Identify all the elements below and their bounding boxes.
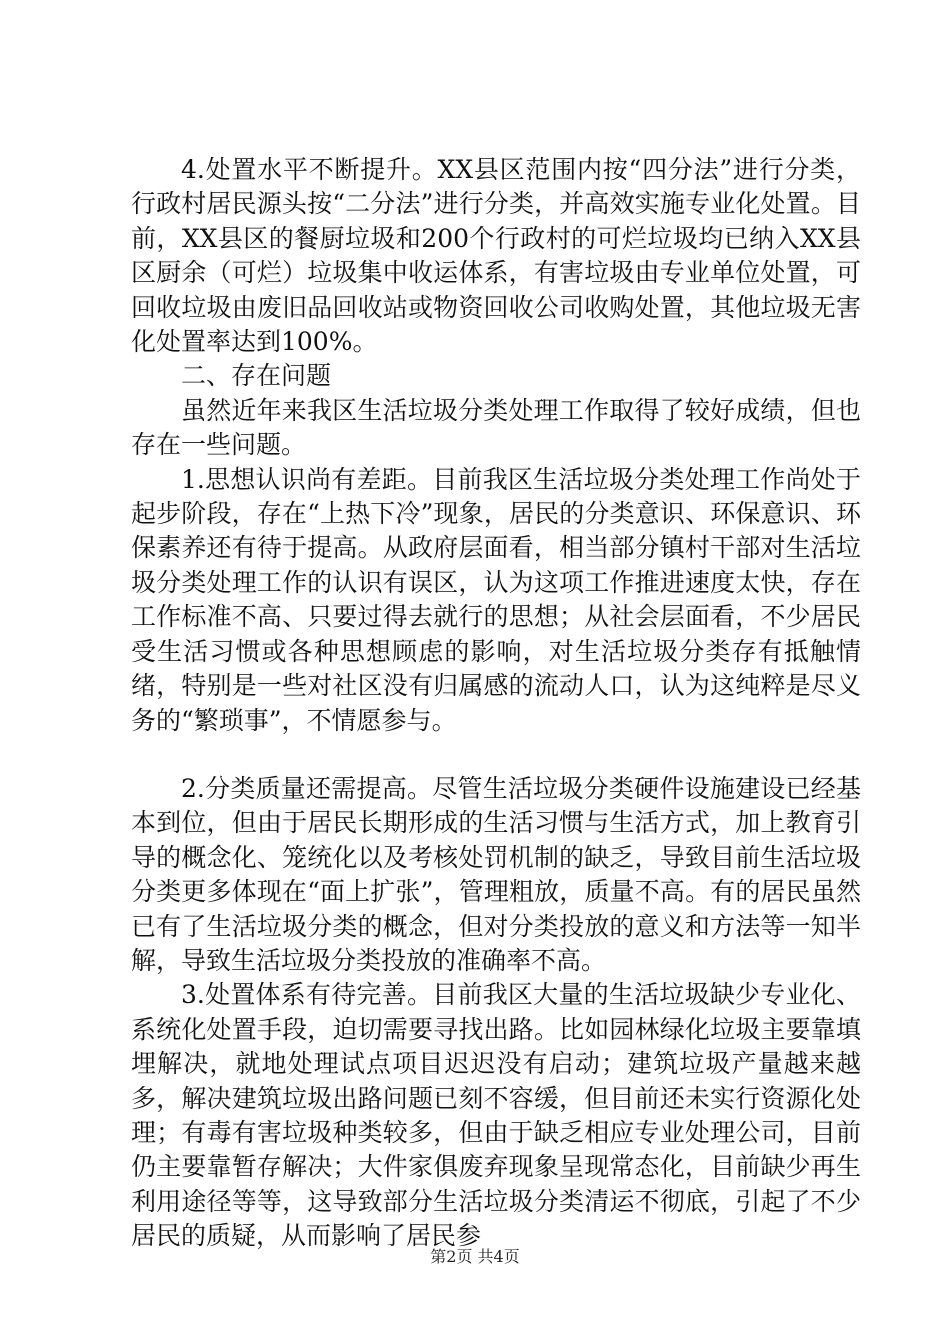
section-heading-problems: 二、存在问题 (181, 361, 332, 391)
paragraph-disposal-system: 3.处置体系有待完善。目前我区大量的生活垃圾缺少专业化、系统化处置手段，迫切需要寻找出路。比如园林绿化垃圾主要靠填埋解决，就地处理试点项目迟迟没有启动；建筑垃圾产量越来越多，解决建筑垃圾出路问题已刻不容缓，但目前还未实行资源化处理；有毒有害垃圾种类较多，但由于缺乏相应专业处理公司，目前仍主要靠暂存解决；大件家俱废弃现象呈现常态化，目前缺少再生利用途径等等，这导致部分生活垃圾分类清运不彻底，引起了不少居民的质疑，从而影响了居民参 (131, 980, 861, 1251)
page-number-footer: 第2页 共4页 (430, 1247, 520, 1266)
paragraph-awareness-gap: 1.思想认识尚有差距。目前我区生活垃圾分类处理工作尚处于起步阶段，存在“上热下冷”现象，居民的分类意识、环保意识、环保素养还有待于提高。从政府层面看，相当部分镇村干部对生活垃圾分类处理工作的认识有误区，认为这项工作推进速度太快，存在工作标准不高、只要过得去就行的思想；从社会层面看，不少居民受生活习惯或各种思想顾虑的影响，对生活垃圾分类存有抵触情绪，特别是一些对社区没有归属感的流动人口，认为这纯粹是尽义务的“繁琐事”，不情愿参与。 (131, 464, 861, 735)
document-body (131, 153, 861, 1254)
paragraph-sorting-quality: 2.分类质量还需提高。尽管生活垃圾分类硬件设施建设已经基本到位，但由于居民长期形成的生活习惯与生活方式，加上教育引导的概念化、笼统化以及考核处罚机制的缺乏，导致目前生活垃圾分类更多体现在“面上扩张”，管理粗放，质量不高。有的居民虽然已有了生活垃圾分类的概念，但对分类投放的意义和方法等一知半解，导致生活垃圾分类投放的准确率不高。 (131, 773, 861, 975)
paragraph-disposal-level: 4.处置水平不断提升。XX县区范围内按“四分法”进行分类，行政村居民源头按“二分法”进行分类，并高效实施专业化处置。目前，XX县区的餐厨垃圾和200个行政村的可烂垃圾均已纳入XX县区厨余（可烂）垃圾集中收运体系，有害垃圾由专业单位处置，可回收垃圾由废旧品回收站或物资回收公司收购处置，其他垃圾无害化处置率达到100%。 (131, 155, 861, 357)
paragraph-problems-intro: 虽然近年来我区生活垃圾分类处理工作取得了较好成绩，但也存在一些问题。 (131, 395, 861, 460)
